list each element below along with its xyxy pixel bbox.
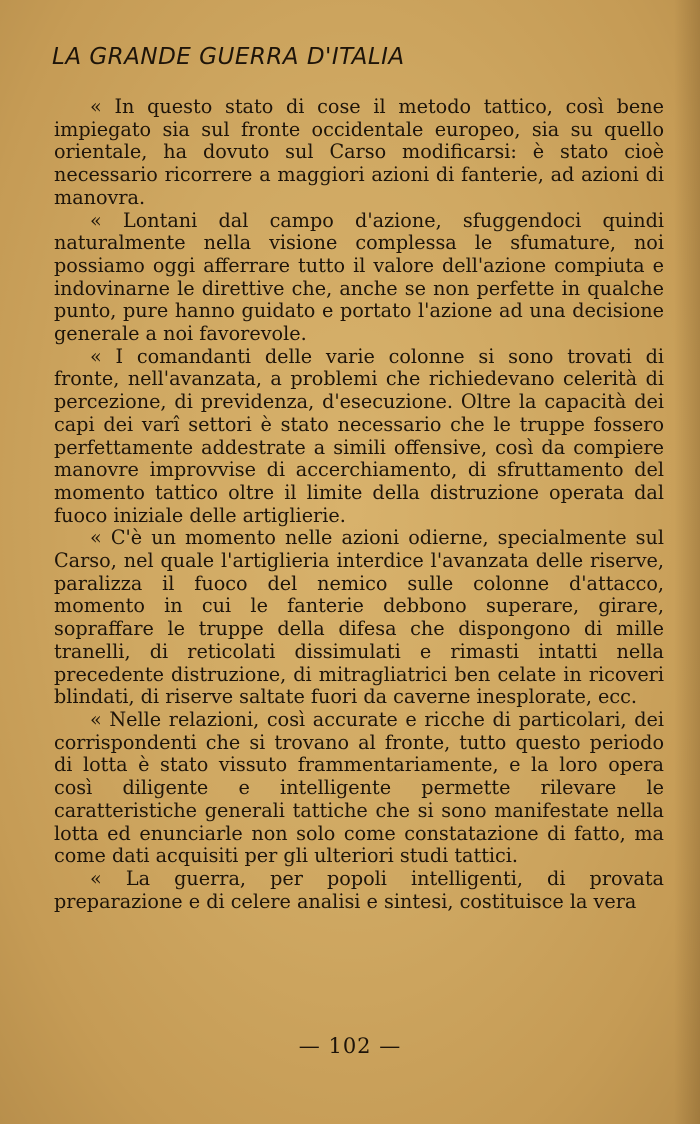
body-text	[54, 96, 664, 913]
paragraph: « Nelle relazioni, così accurate e ricche di particolari, dei corrispondenti che si trovano al fronte, tutto questo periodo di lotta è stato vissuto frammentariamente, e la loro opera così diligente e intelligente permette rilevare le caratteristiche generali tattiche che si sono manifestate nella lotta ed enunciarle non solo come constatazione di fatto, ma come dati acquisiti per gli ulteriori studi tattici.	[54, 707, 664, 868]
running-head: LA GRANDE GUERRA D'ITALIA	[52, 44, 405, 70]
paragraph: « Lontani dal campo d'azione, sfuggendoci quindi naturalmente nella visione complessa le sfumature, noi possiamo oggi afferrare tutto il valore dell'azione compiuta e indovinarne le direttive che, anche se non perfette in qualche punto, pure hanno guidato e portato l'azione ad una decisione generale a noi favorevole.	[54, 208, 664, 346]
paragraph: « La guerra, per popoli intelligenti, di provata preparazione e di celere analisi e sintesi, costituisce la vera	[54, 866, 664, 913]
page-number: — 102 —	[298, 1034, 402, 1058]
paragraph: « C'è un momento nelle azioni odierne, specialmente sul Carso, nel quale l'artiglieria interdice l'avanzata delle riserve, paralizza il fuoco del nemico sulle colonne d'attacco, momento in cui le fanterie debbono superare, girare, sopraffare le truppe della difesa che dispongono di mille tranelli, di reticolati dissimulati e rimasti intatti nella precedente distruzione, di mitragliatrici ben celate in ricoveri blindati, di riserve saltate fuori da caverne inesplorate, ecc.	[54, 526, 664, 709]
paragraph: « I comandanti delle varie colonne si sono trovati di fronte, nell'avanzata, a problemi che richiedevano celerità di percezione, di previdenza, d'esecuzione. Oltre la capacità dei capi dei varî settori è stato necessario che le truppe fossero perfettamente addestrate a simili offensive, così da compiere manovre improvvise di accerchiamento, di sfruttamento del momento tattico oltre il limite della distruzione operata dal fuoco iniziale delle artiglierie.	[54, 344, 664, 527]
paragraph: « In questo stato di cose il metodo tattico, così bene impiegato sia sul fronte occidentale europeo, sia su quello orientale, ha dovuto sul Carso modificarsi: è stato cioè necessario ricorrere a maggiori azioni di fanterie, ad azioni di manovra.	[54, 95, 664, 209]
